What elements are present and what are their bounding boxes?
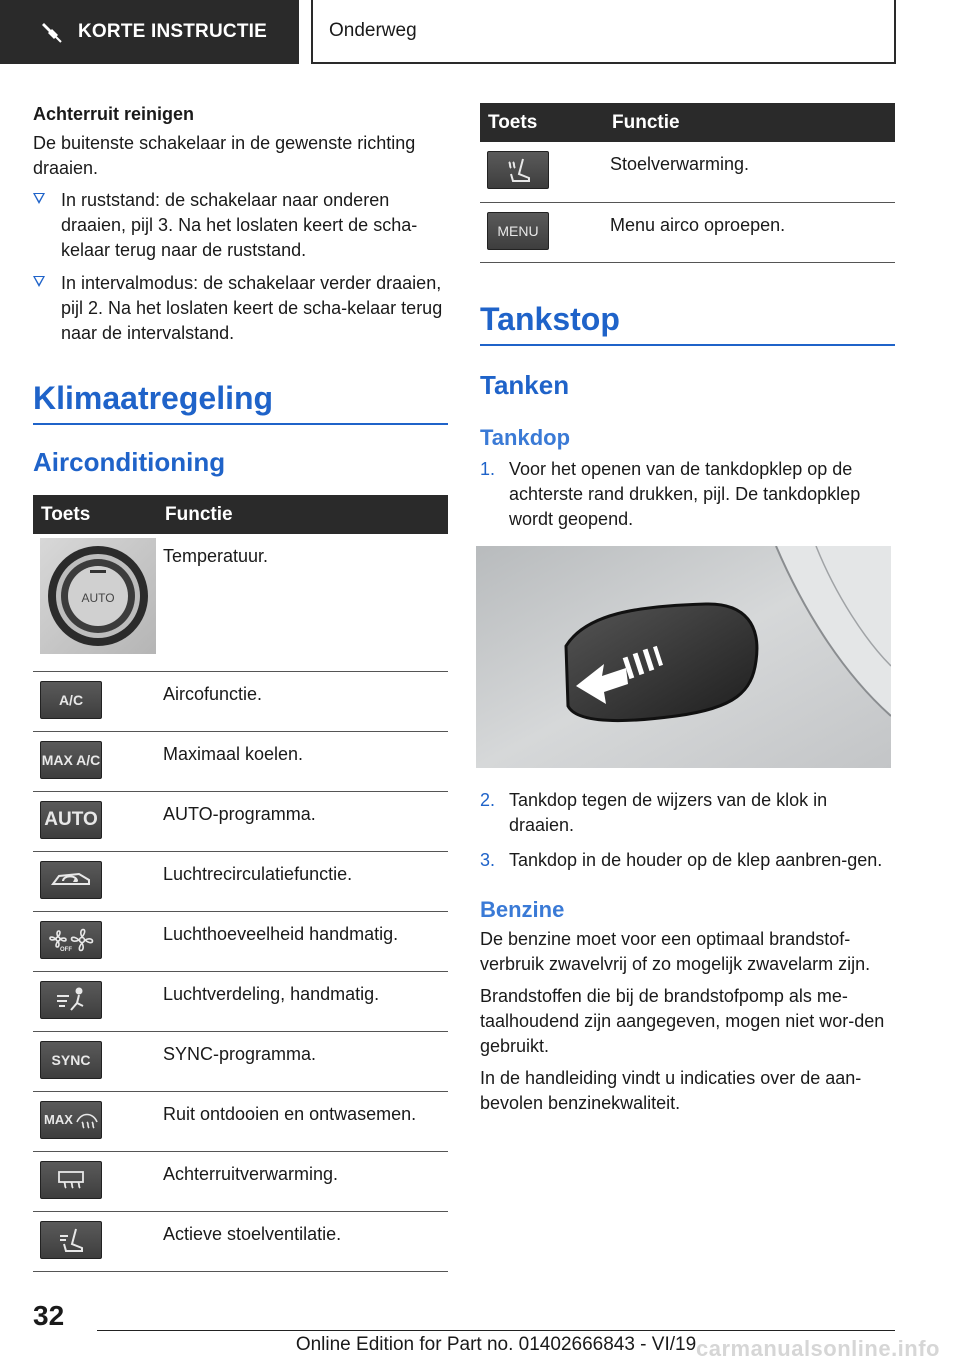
max-ac-key-icon: MAX A/C xyxy=(40,741,102,779)
menu-key-icon: MENU xyxy=(487,212,549,250)
list-item: 3. Tankdop in de houder op de klep aanbren-gen. xyxy=(480,849,883,870)
recirculation-icon xyxy=(40,861,102,899)
petrol-paragraph: In de handleiding vindt u indicaties over de aan-bevolen benzinekwaliteit. xyxy=(480,1067,862,1113)
wiper-title: Achterruit reinigen xyxy=(33,104,195,124)
list-item: In intervalmodus: de schakelaar verder draaien, pijl 2. Na het loslaten keert de scha-kelaar terug naar de intervalstand. xyxy=(33,271,448,346)
row-text: Luchthoeveelheid handmatig. xyxy=(157,911,448,971)
row-text: SYNC-programma. xyxy=(157,1031,448,1091)
petrol-paragraph: De benzine moet voor een optimaal brandstof-verbruik zwavelvrij of zo mogelijk zwavelarm zijn. xyxy=(480,928,871,974)
seat-heating-icon xyxy=(487,151,549,189)
air-distribution-icon xyxy=(40,981,102,1019)
triangle-bullet-icon xyxy=(33,193,45,204)
table-row xyxy=(33,534,448,671)
climate-function-table xyxy=(33,495,448,1272)
fuel-section-title: Tankstop xyxy=(480,301,895,346)
list-item: In ruststand: de schakelaar naar onderen draaien, pijl 3. Na het loslaten keert de scha-kelaar terug naar de ruststand. xyxy=(33,188,448,263)
table-row xyxy=(33,791,448,851)
fuel-cap-title: Tankdop xyxy=(480,424,571,450)
table-row xyxy=(33,911,448,971)
climate-section-title: Klimaatregeling xyxy=(33,380,448,425)
table-row xyxy=(33,731,448,791)
footer-edition: Online Edition for Part no. 01402666843 - VI/19 xyxy=(295,1334,697,1355)
row-text: Achterruitverwarming. xyxy=(157,1151,448,1211)
refuel-subsection-title: Tanken xyxy=(480,369,570,400)
max-defrost-label: MAX xyxy=(44,1112,73,1127)
fuel-cap-steps-continued xyxy=(480,788,895,873)
table-row xyxy=(33,1031,448,1091)
table-header-row xyxy=(33,495,448,534)
table-row xyxy=(33,851,448,911)
pin-icon xyxy=(40,21,62,43)
row-text: Actieve stoelventilatie. xyxy=(157,1211,448,1271)
wiper-bullets xyxy=(33,188,448,346)
right-column xyxy=(480,103,895,1123)
column-header-key: Toets xyxy=(33,495,157,534)
petrol-paragraph: Brandstoffen die bij de brandstofpomp als me-taalhoudend zijn aangegeven, mogen niet wor-den gebruikt. xyxy=(480,985,885,1056)
petrol-title: Benzine xyxy=(480,896,565,922)
left-column xyxy=(33,100,448,1272)
table-row xyxy=(33,971,448,1031)
svg-text:OFF: OFF xyxy=(60,946,72,953)
table-row xyxy=(33,1151,448,1211)
rear-defrost-icon xyxy=(40,1161,102,1199)
table-row xyxy=(480,202,895,262)
auto-key-icon: AUTO xyxy=(40,801,102,839)
column-header-function: Functie xyxy=(604,103,895,142)
tab-quick-instructions[interactable] xyxy=(0,0,299,64)
fuel-flap-photo xyxy=(476,546,891,768)
row-text: Luchtverdeling, handmatig. xyxy=(157,971,448,1031)
column-header-key: Toets xyxy=(480,103,604,142)
table-row xyxy=(33,671,448,731)
row-text: Menu airco oproepen. xyxy=(604,202,895,262)
sync-key-icon: SYNC xyxy=(40,1041,102,1079)
row-text: Temperatuur. xyxy=(157,534,448,671)
row-text: AUTO-programma. xyxy=(157,791,448,851)
tab-quick-label: KORTE INSTRUCTIE xyxy=(78,21,267,42)
footer-divider xyxy=(97,1330,895,1331)
temperature-knob-icon xyxy=(40,538,156,654)
wiper-intro: De buitenste schakelaar in de gewenste richting draaien. xyxy=(33,133,416,178)
column-header-function: Functie xyxy=(157,495,448,534)
fan-icon xyxy=(40,921,102,959)
list-item: 2. Tankdop tegen de wijzers van de klok in draaien. xyxy=(480,789,828,835)
page-number: 32 xyxy=(33,1300,65,1331)
knob-auto-label: AUTO xyxy=(81,591,115,605)
row-text: Luchtrecirculatiefunctie. xyxy=(157,851,448,911)
table-row xyxy=(33,1211,448,1271)
row-text: Aircofunctie. xyxy=(157,671,448,731)
max-defrost-icon xyxy=(40,1101,102,1139)
seat-ventilation-icon xyxy=(40,1221,102,1259)
page-header xyxy=(0,0,960,66)
watermark: carmanualsonline.info xyxy=(696,1336,940,1361)
fuel-cap-steps xyxy=(480,457,895,532)
ac-key-icon: A/C xyxy=(40,681,102,719)
tab-current-label: Onderweg xyxy=(329,20,417,41)
aircon-subsection-title: Airconditioning xyxy=(33,447,226,477)
climate-function-table-continued xyxy=(480,103,895,263)
triangle-bullet-icon xyxy=(33,276,45,287)
table-header-row xyxy=(480,103,895,142)
tab-current-chapter[interactable] xyxy=(311,0,896,64)
row-text: Stoelverwarming. xyxy=(604,142,895,202)
row-text: Ruit ontdooien en ontwasemen. xyxy=(157,1091,448,1151)
list-item: 1. Voor het openen van de tankdopklep op de achterste rand drukken, pijl. De tankdopklep wordt geopend. xyxy=(480,458,861,529)
table-row xyxy=(33,1091,448,1151)
row-text: Maximaal koelen. xyxy=(157,731,448,791)
table-row xyxy=(480,142,895,202)
